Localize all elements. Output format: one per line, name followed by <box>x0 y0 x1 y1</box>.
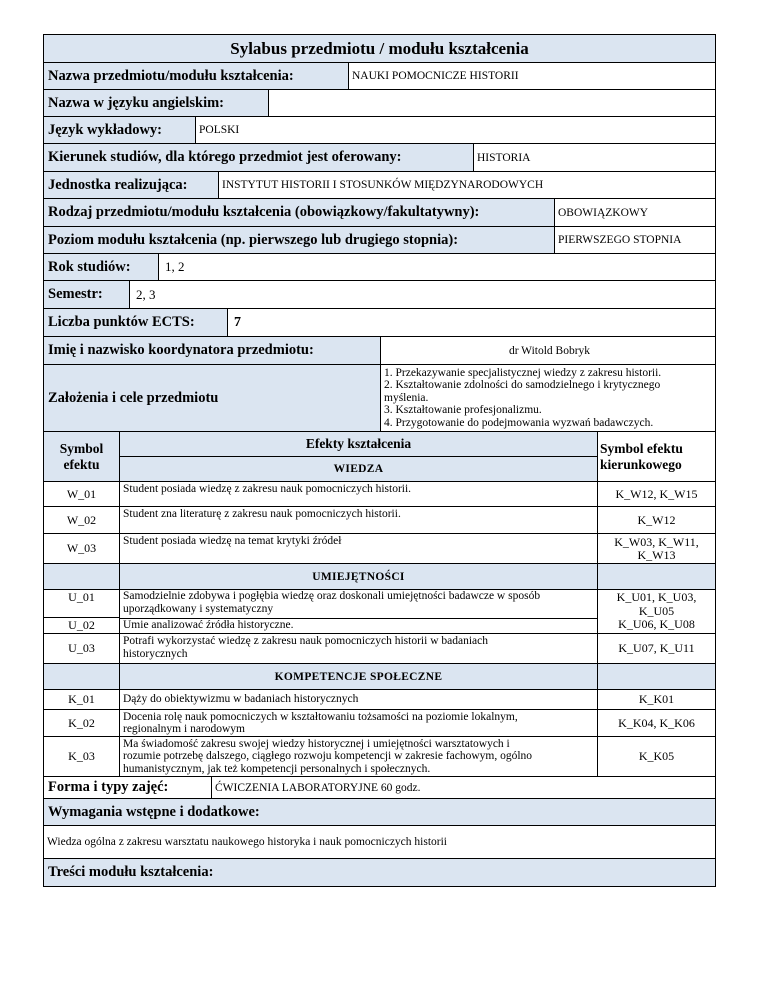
effect-kier: K_K05 <box>638 749 675 763</box>
effect-text-line: rozumie potrzebę dalszego, ciągłego rozwoju kompetencji w zakresie fachowym, ogólno <box>123 750 533 763</box>
effect-symbol: K_02 <box>44 710 120 736</box>
efekty-title: Efekty kształcenia <box>120 432 597 457</box>
effect-kier: K_W12 <box>637 512 676 527</box>
effect-kier <box>598 590 715 633</box>
effect-text: Student posiada wiedzę na temat krytyki źródeł <box>120 534 598 563</box>
effect-text-line: Samodzielnie zdobywa i pogłębia wiedzę oraz doskonali umiejętności badawcze w sposób <box>123 590 541 602</box>
kierunkowe-header-line: Symbol efektu <box>600 440 683 456</box>
row-wymagania-label <box>43 798 716 825</box>
effect-symbol: U_03 <box>44 634 120 663</box>
section-spacer <box>598 664 715 689</box>
effects-header <box>43 431 716 481</box>
poziom-value: PIERWSZEGO STOPNIA <box>558 234 682 246</box>
table-row <box>43 633 716 663</box>
section-umiejetnosci: UMIEJĘTNOŚCI <box>120 564 598 589</box>
table-row <box>43 736 716 776</box>
jednostka-value: INSTYTUT HISTORII I STOSUNKÓW MIĘDZYNARODOWYCH <box>222 179 544 191</box>
nazwa-value: NAUKI POMOCNICZE HISTORII <box>352 70 519 82</box>
effect-text-line: Ma świadomość zakresu swojej wiedzy historycznej i umiejętności warsztatowych i <box>123 737 510 750</box>
table-row-group <box>43 589 716 633</box>
zalozenia-list <box>381 365 715 431</box>
angielski-value <box>269 90 715 116</box>
kierunek-value: HISTORIA <box>477 151 531 164</box>
effect-text <box>120 590 597 619</box>
row-wymagania-value <box>43 825 716 858</box>
effect-text: Student zna literaturę z zakresu nauk pomocniczych historii. <box>120 507 598 533</box>
effect-kier-line: K_W03, K_W11, <box>614 534 699 549</box>
table-row <box>43 481 716 506</box>
forma-label: Forma i typy zajęć: <box>44 777 212 798</box>
wymagania-label: Wymagania wstępne i dodatkowe: <box>48 803 260 820</box>
zalozenia-line: 4. Przygotowanie do podejmowania wyzwań badawczych. <box>384 416 654 429</box>
effect-text <box>120 634 598 663</box>
effect-kier-line: K_U05 <box>638 603 675 618</box>
symbol-header <box>44 432 120 481</box>
kierunkowe-header-line: kierunkowego <box>600 456 682 472</box>
effect-text <box>120 737 598 776</box>
section-row <box>43 663 716 689</box>
effect-text-group <box>120 590 598 633</box>
rok-label: Rok studiów: <box>44 254 159 280</box>
section-wiedza: WIEDZA <box>120 457 597 481</box>
rok-value: 1, 2 <box>165 259 185 274</box>
effect-kier-line: K_U06, K_U08 <box>618 617 695 632</box>
zalozenia-label: Założenia i cele przedmiotu <box>44 365 381 431</box>
kierunek-label: Kierunek studiów, dla którego przedmiot jest oferowany: <box>44 144 474 171</box>
efekty-header <box>120 432 598 481</box>
effect-text-line: Potrafi wykorzystać wiedzę z zakresu nauk pomocniczych historii w badaniach <box>123 635 488 647</box>
zalozenia-line: myślenia. <box>384 391 429 404</box>
effect-kier <box>598 534 715 563</box>
row-poziom <box>43 226 716 253</box>
effect-symbol: U_02 <box>68 618 95 632</box>
effect-kier-line: K_W13 <box>637 547 676 562</box>
effect-text-line: uporządkowany i systematyczny <box>123 602 274 615</box>
effect-kier: K_K01 <box>638 692 675 706</box>
tresci-label: Treści modułu kształcenia: <box>48 864 214 880</box>
effect-symbol: W_03 <box>44 534 120 563</box>
effect-kier: K_W12, K_W15 <box>615 486 698 501</box>
zalozenia-line: 1. Przekazywanie specjalistycznej wiedzy z zakresu historii. <box>384 366 662 379</box>
jezyk-value: POLSKI <box>199 124 240 136</box>
effect-text-line: regionalnym i narodowym <box>123 723 246 735</box>
section-spacer <box>598 564 715 589</box>
koordynator-label: Imię i nazwisko koordynatora przedmiotu: <box>44 337 381 364</box>
jednostka-label: Jednostka realizująca: <box>44 172 219 198</box>
effect-text-line: Docenia rolę nauk pomocniczych w kształtowaniu tożsamości na poziomie lokalnym, <box>123 710 518 723</box>
effect-text-line: humanistycznym, jak też kompetencji personalnych i społecznych. <box>123 762 431 775</box>
effect-symbol-group <box>44 590 120 633</box>
forma-value: ĆWICZENIA LABORATORYJNE 60 godz. <box>215 781 421 794</box>
table-row <box>43 506 716 533</box>
table-row <box>43 689 716 709</box>
table-row <box>43 709 716 736</box>
effect-text: Umie analizować źródła historyczne. <box>123 619 294 631</box>
wymagania-value: Wiedza ogólna z zakresu warsztatu naukowego historyka i nauk pomocniczych historii <box>47 836 447 848</box>
rodzaj-value: OBOWIĄZKOWY <box>558 206 649 219</box>
effect-symbol: W_01 <box>44 482 120 506</box>
zalozenia-line: 2. Kształtowanie zdolności do samodzielnego i krytycznego <box>384 379 661 392</box>
poziom-label: Poziom modułu kształcenia (np. pierwszego lub drugiego stopnia): <box>44 227 555 253</box>
row-kierunek <box>43 143 716 171</box>
ects-value: 7 <box>234 314 241 330</box>
effect-symbol: U_01 <box>44 590 119 618</box>
row-tresci <box>43 858 716 887</box>
semestr-value: 2, 3 <box>136 286 156 302</box>
row-rodzaj <box>43 198 716 226</box>
nazwa-label: Nazwa przedmiotu/modułu kształcenia: <box>44 63 349 89</box>
row-koordynator <box>43 336 716 364</box>
section-row <box>43 563 716 589</box>
row-semestr <box>43 280 716 308</box>
table-row <box>43 533 716 563</box>
zalozenia-line: 3. Kształtowanie profesjonalizmu. <box>384 404 542 417</box>
symbol-header-line: Symbol <box>59 440 104 456</box>
section-spacer <box>44 664 120 689</box>
effect-text <box>120 710 598 736</box>
effect-symbol: K_03 <box>44 737 120 776</box>
row-ects <box>43 308 716 336</box>
section-kompetencje: KOMPETENCJE SPOŁECZNE <box>120 664 598 689</box>
jezyk-label: Język wykładowy: <box>44 117 196 143</box>
title-row <box>43 34 716 62</box>
effect-text: Dąży do obiektywizmu w badaniach historycznych <box>120 690 598 709</box>
angielski-label: Nazwa w języku angielskim: <box>44 90 269 116</box>
effect-symbol: W_02 <box>44 507 120 533</box>
row-jezyk <box>43 116 716 143</box>
symbol-header-line: efektu <box>63 456 100 472</box>
row-rok <box>43 253 716 280</box>
row-forma <box>43 776 716 798</box>
page-title: Sylabus przedmiotu / modułu kształcenia <box>230 38 529 58</box>
effect-kier-line: K_U01, K_U03, <box>616 590 697 605</box>
rodzaj-label: Rodzaj przedmiotu/modułu kształcenia (obowiązkowy/fakultatywny): <box>44 199 555 226</box>
effect-text-line: historycznych <box>123 647 188 660</box>
effect-kier: K_U07, K_U11 <box>618 641 695 655</box>
row-jednostka <box>43 171 716 198</box>
row-zalozenia <box>43 364 716 431</box>
effect-text: Student posiada wiedzę z zakresu nauk pomocniczych historii. <box>120 482 598 506</box>
semestr-label: Semestr: <box>44 281 130 308</box>
section-spacer <box>44 564 120 589</box>
koordynator-value: dr Witold Bobryk <box>508 344 591 357</box>
row-nazwa <box>43 62 716 89</box>
effect-symbol: K_01 <box>44 690 120 709</box>
syllabus-table <box>43 34 716 887</box>
effect-kier: K_K04, K_K06 <box>618 715 695 730</box>
kierunkowe-header <box>598 432 715 481</box>
row-angielski <box>43 89 716 116</box>
ects-label: Liczba punktów ECTS: <box>44 309 228 336</box>
